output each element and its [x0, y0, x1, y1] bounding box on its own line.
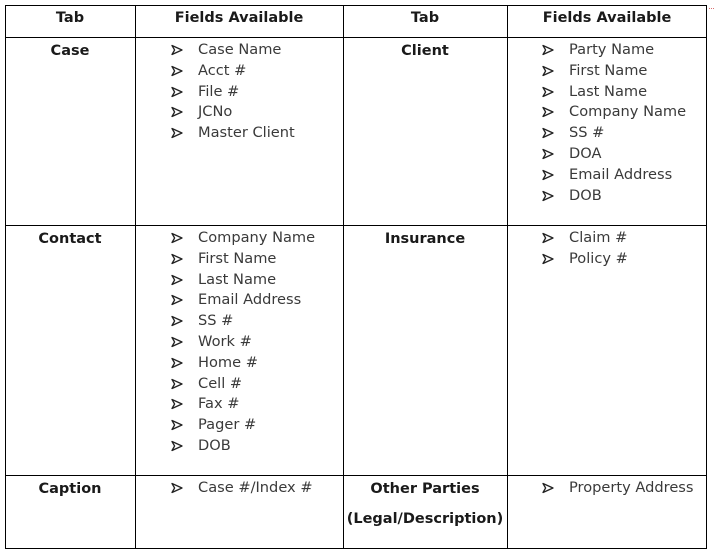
list-item: [171, 82, 341, 106]
field-name: Email Address: [569, 165, 673, 183]
list-item: [542, 105, 707, 126]
arrowhead-bullet-icon: [171, 126, 183, 140]
arrowhead-bullet-icon: [171, 356, 183, 370]
field-name: First Name: [198, 249, 277, 267]
grid-line: [5, 37, 707, 38]
tab-caption: [5, 482, 135, 497]
tab-client-label: Client: [401, 43, 449, 59]
other-parties-fields-list: [542, 481, 707, 502]
grid-line: [5, 5, 6, 549]
field-name: Last Name: [569, 82, 648, 100]
field-name: Fax #: [198, 395, 240, 413]
contact-fields-list: [171, 231, 341, 460]
list-item: [171, 231, 341, 252]
field-name: DOB: [198, 436, 231, 454]
list-item: [542, 481, 707, 502]
field-name: Pager #: [198, 416, 257, 434]
arrowhead-bullet-icon: [542, 189, 554, 203]
caption-fields-list: [171, 481, 341, 502]
arrowhead-bullet-icon: [542, 147, 554, 161]
field-name: DOA: [569, 144, 602, 162]
arrowhead-bullet-icon: [171, 273, 183, 287]
list-item: [542, 231, 707, 252]
arrowhead-bullet-icon: [171, 252, 183, 266]
tab-other-parties-label: Other Parties: [370, 481, 480, 497]
arrowhead-bullet-icon: [542, 105, 554, 119]
list-item: [542, 61, 707, 85]
tab-client: [343, 44, 507, 59]
list-item: [542, 144, 707, 168]
tab-insurance-label: Insurance: [384, 231, 466, 247]
grid-line: [5, 548, 707, 549]
list-item: [542, 186, 707, 210]
arrowhead-bullet-icon: [542, 85, 554, 99]
tab-case-label: Case: [50, 43, 90, 59]
list-item: [171, 105, 341, 126]
field-name: Home #: [198, 353, 258, 371]
arrowhead-bullet-icon: [171, 43, 183, 57]
tab-other-parties-sublabel: (Legal/Description): [346, 510, 504, 527]
arrowhead-bullet-icon: [542, 252, 554, 266]
list-item: [171, 314, 341, 335]
list-item: [171, 353, 341, 377]
tab-other-parties: [343, 482, 507, 526]
list-item: [171, 374, 341, 398]
list-item: [171, 436, 341, 460]
field-name: Claim #: [569, 229, 628, 246]
list-item: [542, 249, 707, 273]
grid-line: [5, 5, 707, 6]
field-name: Last Name: [198, 270, 277, 288]
list-item: [171, 270, 341, 294]
tab-caption-label: Caption: [38, 481, 102, 497]
arrowhead-bullet-icon: [542, 231, 554, 245]
client-fields-list: [542, 43, 707, 209]
list-item: [171, 43, 341, 64]
arrowhead-bullet-icon: [171, 397, 183, 411]
list-item: [542, 82, 707, 106]
field-name: First Name: [569, 61, 648, 79]
list-item: [171, 397, 341, 418]
field-name: File #: [198, 82, 240, 100]
list-item: [171, 332, 341, 356]
list-item: [542, 43, 707, 64]
arrowhead-bullet-icon: [542, 481, 554, 495]
list-item: [171, 61, 341, 85]
tab-insurance: [343, 232, 507, 247]
grid-line: [507, 5, 508, 549]
field-name: JCNo: [198, 103, 233, 121]
arrowhead-bullet-icon: [171, 418, 183, 432]
arrowhead-bullet-icon: [171, 64, 183, 78]
fields-table: [5, 5, 707, 549]
field-name: Property Address: [569, 479, 694, 496]
field-name: Acct #: [198, 61, 247, 79]
field-name: Policy #: [569, 249, 628, 267]
field-name: Master Client: [198, 124, 295, 142]
list-item: [542, 165, 707, 189]
header-tab-1: Tab: [55, 10, 85, 26]
list-item: [171, 126, 341, 147]
field-name: Case Name: [198, 41, 282, 58]
field-name: Cell #: [198, 374, 243, 392]
tab-contact-label: Contact: [38, 231, 102, 247]
arrowhead-bullet-icon: [171, 231, 183, 245]
arrowhead-bullet-icon: [542, 43, 554, 57]
arrowhead-bullet-icon: [171, 439, 183, 453]
tab-case: [5, 44, 135, 59]
list-item: [171, 249, 341, 273]
arrowhead-bullet-icon: [171, 335, 183, 349]
field-name: DOB: [569, 186, 602, 204]
header-fields-1: Fields Available: [174, 10, 304, 26]
case-fields-list: [171, 43, 341, 147]
grid-line: [5, 225, 707, 226]
field-name: Email Address: [198, 291, 302, 309]
arrowhead-bullet-icon: [542, 64, 554, 78]
list-item: [542, 126, 707, 147]
arrowhead-bullet-icon: [171, 85, 183, 99]
list-item: [171, 418, 341, 439]
arrowhead-bullet-icon: [171, 377, 183, 391]
arrowhead-bullet-icon: [542, 168, 554, 182]
arrowhead-bullet-icon: [171, 481, 183, 495]
arrowhead-bullet-icon: [171, 105, 183, 119]
field-name: Party Name: [569, 41, 655, 58]
field-name: Company Name: [198, 229, 316, 246]
arrowhead-bullet-icon: [171, 293, 183, 307]
insurance-fields-list: [542, 231, 707, 273]
list-item: [171, 481, 341, 502]
grid-line: [5, 475, 707, 476]
header-fields-2: Fields Available: [542, 10, 672, 26]
grid-line: [343, 5, 344, 549]
grid-line: [706, 5, 707, 549]
header-tab-2: Tab: [410, 10, 440, 26]
revision-mark: [709, 8, 714, 10]
grid-line: [135, 5, 136, 549]
field-name: SS #: [569, 124, 605, 142]
field-name: Case #/Index #: [198, 479, 313, 496]
field-name: Work #: [198, 332, 252, 350]
arrowhead-bullet-icon: [542, 126, 554, 140]
field-name: Company Name: [569, 103, 687, 121]
list-item: [171, 293, 341, 314]
tab-contact: [5, 232, 135, 247]
arrowhead-bullet-icon: [171, 314, 183, 328]
field-name: SS #: [198, 312, 234, 330]
